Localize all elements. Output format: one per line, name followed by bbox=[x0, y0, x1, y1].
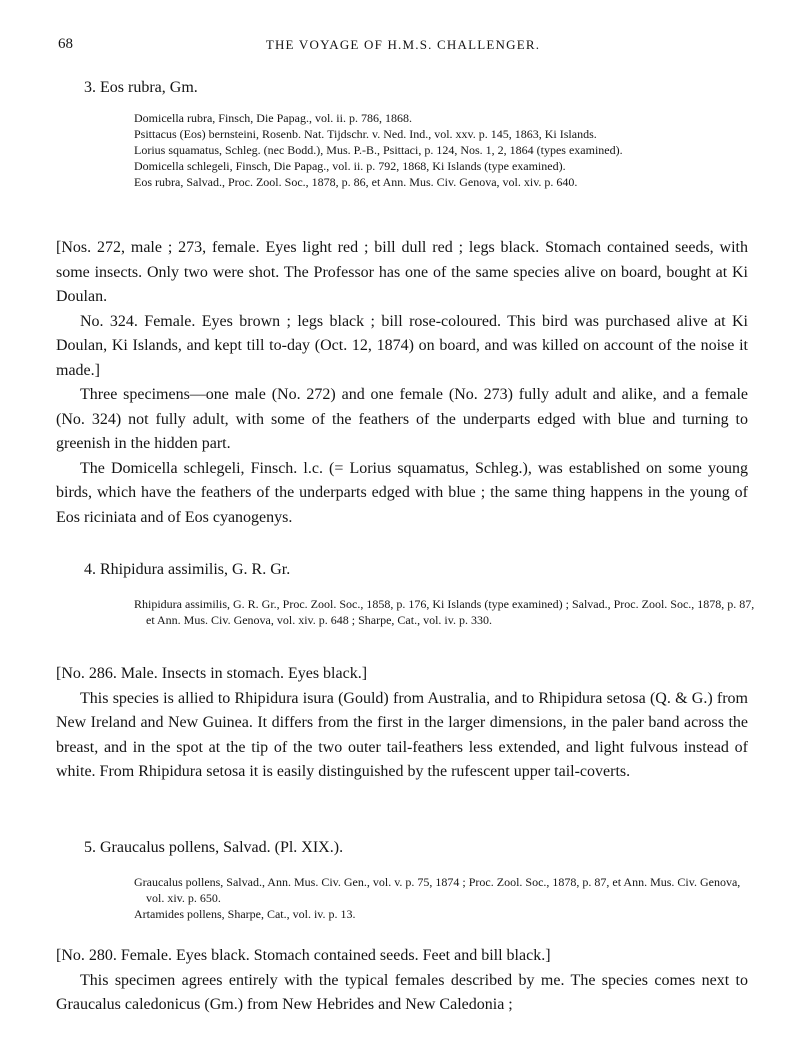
species-heading-eos-rubra: 3. Eos rubra, Gm. bbox=[84, 79, 198, 96]
page-number: 68 bbox=[58, 36, 73, 52]
field-note-paragraph: [No. 280. Female. Eyes black. Stomach contained seeds. Feet and bill black.] bbox=[56, 947, 551, 964]
synonym-entry: Eos rubra, Salvad., Proc. Zool. Soc., 1878, p. 86, et Ann. Mus. Civ. Genova, vol. xiv. p. 640. bbox=[134, 175, 578, 189]
field-note-paragraph: [No. 286. Male. Insects in stomach. Eyes black.] bbox=[56, 665, 368, 682]
body-graucalus-pollens bbox=[56, 944, 748, 1018]
synonym-entry: Domicella schlegeli, Finsch, Die Papag., vol. ii. p. 792, 1868, Ki Islands (type examined). bbox=[134, 159, 566, 173]
running-title: THE VOYAGE OF H.M.S. CHALLENGER. bbox=[265, 37, 541, 52]
species-heading-rhipidura-assimilis: 4. Rhipidura assimilis, G. R. Gr. bbox=[84, 561, 291, 578]
synonym-entry: Graucalus pollens, Salvad., Ann. Mus. Civ. Gen., vol. v. p. 75, 1874 ; Proc. Zool. Soc., 1878, p. 87, et Ann. Mus. Civ. Genova, vol. xiv. p. 650. bbox=[134, 875, 741, 905]
synonymy-graucalus-pollens bbox=[134, 874, 756, 922]
synonym-entry: Rhipidura assimilis, G. R. Gr., Proc. Zool. Soc., 1858, p. 176, Ki Islands (type examined) ; Salvad., Proc. Zool. Soc., 1878, p. 87, et Ann. Mus. Civ. Genova, vol. xiv. p. 648 ; Sharpe, Cat., vol. iv. p. 330. bbox=[134, 597, 755, 627]
field-note-paragraph: No. 324. Female. Eyes brown ; legs black ; bill rose-coloured. This bird was purchased alive at Ki Doulan, Ki Islands, and kept till to-day (Oct. 12, 1874) on board, and was killed on account of the noise it made.] bbox=[56, 312, 748, 379]
description-paragraph: This species is allied to Rhipidura isura (Gould) from Australia, and to Rhipidura setosa (Q. & G.) from New Ireland and New Guinea. It differs from the first in the larger dimensions, in the paler band across the breast, and in the spot at the tip of the two outer tail-feathers less extended, and light fulvous instead of white. From Rhipidura setosa it is easily distinguished by the rufescent upper tail-coverts. bbox=[56, 689, 748, 780]
description-paragraph: Three specimens—one male (No. 272) and one female (No. 273) fully adult and alike, and a female (No. 324) not fully adult, with some of the feathers of the underparts edged with blue and turning to greenish in the hidden part. bbox=[56, 386, 748, 452]
synonym-entry: Domicella rubra, Finsch, Die Papag., vol. ii. p. 786, 1868. bbox=[134, 111, 412, 125]
description-paragraph: The Domicella schlegeli, Finsch. l.c. (= Lorius squamatus, Schleg.), was established on some young birds, which have the feathers of the underparts edged with blue ; the same thing happens in the young of Eos riciniata and of Eos cyanogenys. bbox=[56, 459, 748, 526]
synonym-entry: Psittacus (Eos) bernsteini, Rosenb. Nat. Tijdschr. v. Ned. Ind., vol. xxv. p. 145, 1863, Ki Islands. bbox=[134, 127, 597, 141]
body-rhipidura-assimilis bbox=[56, 662, 748, 785]
synonymy-rhipidura-assimilis bbox=[134, 596, 756, 628]
species-heading-graucalus-pollens: 5. Graucalus pollens, Salvad. (Pl. XIX.). bbox=[84, 839, 344, 856]
description-paragraph: This specimen agrees entirely with the typical females described by me. The species comes next to Graucalus caledonicus (Gm.) from New Hebrides and New Caledonia ; bbox=[56, 971, 748, 1013]
field-note-paragraph: [Nos. 272, male ; 273, female. Eyes light red ; bill dull red ; legs black. Stomach contained seeds, with some insects. Only two were shot. The Professor has one of the same species alive on board, bought at Ki Doulan. bbox=[56, 239, 748, 305]
synonym-entry: Artamides pollens, Sharpe, Cat., vol. iv. p. 13. bbox=[134, 907, 356, 921]
body-eos-rubra bbox=[56, 236, 748, 530]
synonym-entry: Lorius squamatus, Schleg. (nec Bodd.), Mus. P.-B., Psittaci, p. 124, Nos. 1, 2, 1864 (types examined). bbox=[134, 143, 623, 157]
page-header bbox=[58, 36, 748, 56]
synonymy-eos-rubra bbox=[134, 110, 756, 190]
